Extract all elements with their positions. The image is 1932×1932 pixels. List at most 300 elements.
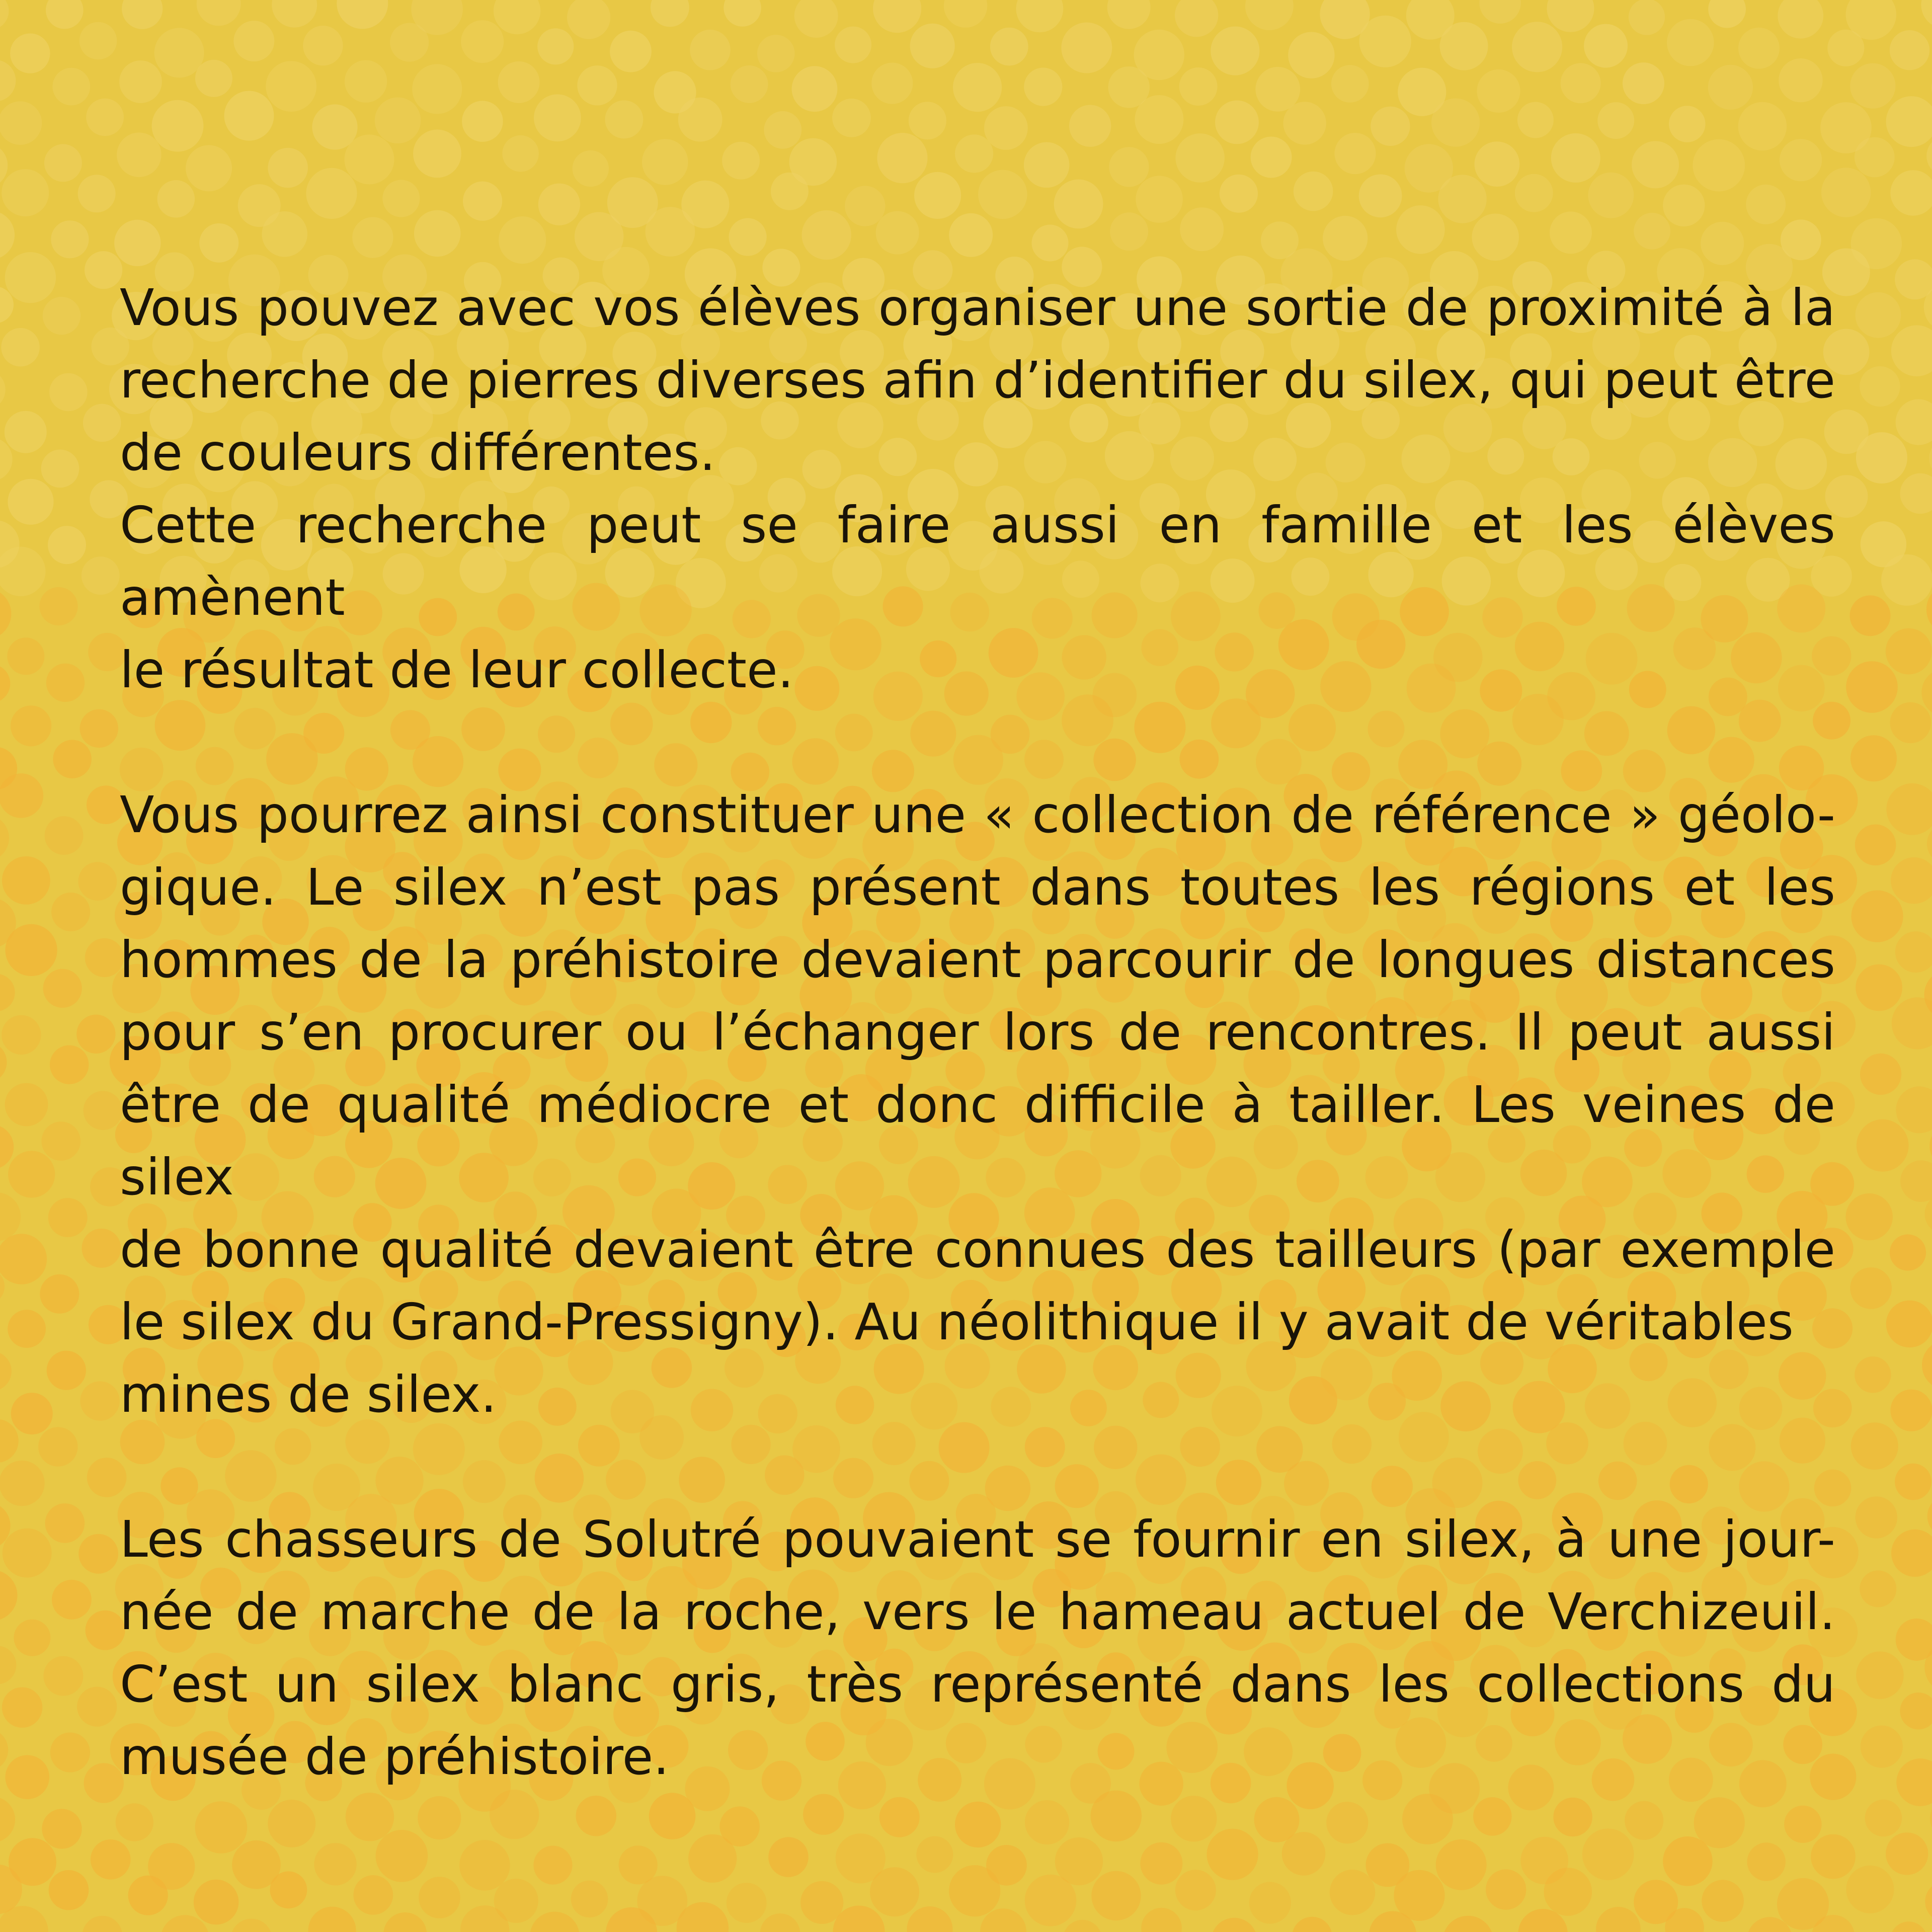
background-dot [1890,702,1931,743]
background-dot [1544,1868,1592,1916]
background-dot [1896,1086,1932,1133]
background-dot [195,1801,248,1854]
background-dot [1778,0,1823,39]
background-dot [1588,173,1634,218]
background-dot [1886,628,1932,675]
background-dot [199,223,238,263]
background-dot [268,148,308,188]
background-dot [1927,1495,1932,1538]
paragraph-3-line-4: pour s’en procurer ou l’échanger lors de rencontres. Il peut aussi [120,1003,1835,1062]
background-dot [1702,1880,1744,1922]
background-dot [1881,554,1932,606]
background-dot [1856,1496,1897,1538]
background-dot [1436,1839,1487,1890]
background-dot [50,1732,90,1772]
background-dot [1886,1301,1932,1348]
background-dot [1891,325,1932,376]
background-dot [49,373,88,412]
background-dot [1550,211,1592,254]
background-dot [79,22,117,60]
background-dot [6,1755,50,1799]
background-dot [1402,1794,1453,1844]
background-dot [119,60,162,103]
background-dot [39,587,77,625]
background-dot [978,170,1027,219]
paragraph-4-line-1: Les chasseurs de Solutré pouvaient se fournir en silex, à une jour- [120,1510,1835,1569]
background-dot [1024,68,1062,106]
background-dot [1140,1842,1182,1885]
background-dot [1851,1422,1898,1470]
background-dot [879,1797,920,1837]
paragraph-3-line-5: être de qualité médiocre et donc difficile à tailler. Les veines de silex [120,1075,1835,1206]
background-dot [84,1091,123,1130]
background-dot [1850,595,1891,636]
background-dot [2,856,50,905]
background-dot [1900,1160,1932,1202]
background-dot [114,220,160,266]
background-dot [47,1351,86,1390]
paragraph-4-line-2: née de marche de la roche, vers le hameau actuel de Verchizeuil. [120,1582,1835,1641]
background-dot [1255,67,1300,112]
background-dot [1207,1829,1258,1880]
background-dot [1477,69,1520,113]
background-dot [5,252,56,303]
background-dot [723,0,761,27]
background-dot [1856,292,1901,338]
background-dot [1517,102,1554,138]
background-dot [907,1906,953,1932]
background-dot [86,1611,125,1650]
background-dot [128,1876,168,1915]
background-dot [48,526,86,564]
background-dot [1251,137,1292,178]
background-dot [463,182,502,221]
background-dot [1136,176,1183,223]
background-dot [0,369,6,410]
background-dot [11,1393,53,1434]
background-dot [1584,24,1628,68]
background-dot [1827,30,1864,66]
background-dot [573,150,609,187]
background-dot [0,1646,16,1684]
background-dot [308,1907,356,1932]
background-dot [771,173,809,210]
background-dot [494,0,540,34]
background-dot [610,31,652,72]
background-dot [85,251,122,289]
background-dot [1,328,40,367]
background-dot [0,1570,18,1621]
background-dot [949,213,993,257]
background-dot [1921,0,1932,29]
background-dot [3,1528,52,1578]
background-dot [352,217,393,258]
background-dot [0,101,42,145]
background-dot [1747,1842,1786,1881]
background-dot [0,60,16,102]
background-dot [953,63,1002,112]
background-dot [45,1503,85,1543]
background-dot [792,66,838,112]
paragraph-2-line-1: Cette recherche peut se faire aussi en famille et les élèves amènent [120,496,1835,627]
background-dot [845,186,885,226]
background-dot [1180,207,1224,251]
background-dot [1667,19,1714,66]
background-dot [1701,222,1744,265]
background-dot [870,1867,919,1916]
background-dot [576,1796,617,1836]
background-dot [688,1834,737,1883]
background-dot [1852,891,1903,942]
background-dot [48,1198,88,1237]
background-dot [6,924,57,976]
background-dot [0,974,15,1011]
background-dot [1846,1866,1894,1913]
background-dot [78,862,117,901]
background-dot [52,68,90,106]
background-dot [462,101,503,142]
background-dot [1886,96,1932,147]
background-dot [949,1865,1000,1916]
background-dot [83,404,121,442]
background-dot [1896,1619,1932,1661]
background-dot [0,588,11,639]
background-dot [1282,1832,1326,1876]
background-dot [40,1274,79,1314]
background-dot [346,1793,394,1841]
background-dot [86,99,124,136]
background-dot [1738,102,1787,151]
background-dot [1331,65,1369,103]
background-dot [122,0,163,29]
background-dot [871,63,913,104]
background-dot [414,210,461,257]
background-dot [1171,1796,1217,1841]
background-dot [46,664,85,702]
paragraph-3-line-3: hommes de la préhistoire devaient parcourir de longues distances [120,930,1835,989]
background-dot [0,815,9,861]
background-dot [1855,1356,1891,1393]
background-dot [44,144,82,182]
background-dot [382,180,420,217]
background-dot [1860,1054,1901,1095]
paragraph-1-line-1: Vous pouvez avec vos élèves organiser une sortie de proximité à la [120,278,1835,337]
background-dot [84,1763,124,1803]
background-dot [14,1620,50,1656]
background-dot [1396,205,1445,254]
background-dot [1708,65,1753,110]
background-dot [1890,1921,1927,1932]
background-dot [605,100,643,138]
background-dot [41,1121,80,1161]
background-dot [990,28,1028,66]
background-dot [1220,175,1258,213]
paragraph-1-line-3: de couleurs différentes. [120,423,716,482]
background-dot [534,94,581,141]
background-dot [152,100,204,152]
paragraph-3-line-7: le silex du Grand-Pressigny). Au néolithique il y avait de véritables [120,1293,1794,1351]
background-dot [1625,1801,1663,1840]
background-dot [538,184,580,225]
background-dot [533,1846,572,1885]
background-dot [1107,0,1151,29]
background-dot [1846,1193,1893,1240]
paragraph-1-line-2: recherche de pierres diverses afin d’identifier du silex, qui peut être [120,351,1835,410]
background-dot [1886,783,1932,835]
background-dot [272,0,317,28]
background-dot [873,0,921,33]
background-dot [764,111,801,149]
background-dot [1886,1832,1928,1875]
background-dot [43,1656,83,1696]
background-dot [1856,1651,1904,1699]
background-dot [0,1797,15,1842]
background-dot [727,1883,767,1923]
background-dot [800,1881,843,1924]
background-dot [157,180,195,218]
background-dot [1926,136,1932,177]
background-dot [1479,0,1520,24]
background-dot [375,98,421,144]
background-dot [567,0,610,39]
background-dot [490,1790,539,1839]
background-dot [1780,139,1822,181]
background-dot [1746,185,1786,224]
background-dot [1438,175,1486,223]
background-dot [82,1916,122,1932]
background-dot [914,172,961,219]
background-dot [916,1836,953,1873]
background-dot [722,142,760,180]
background-dot [944,0,987,28]
background-dot [1440,22,1488,70]
background-dot [955,1802,1001,1847]
background-dot [1323,216,1367,261]
background-dot [1294,172,1333,211]
background-dot [2,169,49,216]
background-dot [197,0,241,26]
background-dot [1860,1570,1896,1607]
background-dot [1359,16,1411,67]
background-dot [337,0,388,29]
background-dot [877,133,927,183]
background-dot [42,1809,82,1848]
background-dot [757,35,795,72]
background-dot [1925,1881,1932,1922]
paragraph-3-line-6: de bonne qualité devaient être connues des tailleurs (par exemple [120,1220,1835,1279]
background-dot [1891,857,1932,904]
background-dot [1596,1907,1641,1932]
background-dot [1091,1871,1141,1920]
background-dot [461,20,504,63]
background-dot [1215,101,1259,144]
background-dot [832,99,871,137]
background-dot [306,168,357,219]
background-dot [1326,1802,1368,1843]
background-dot [1359,174,1402,217]
background-dot [731,65,768,103]
background-dot [1016,0,1063,32]
background-dot [642,139,688,185]
background-dot [0,664,10,703]
background-dot [76,1015,115,1054]
paragraph-3-line-1: Vous pourrez ainsi constituer une « collection de référence » géolo- [120,785,1835,844]
background-dot [1663,185,1705,226]
background-dot [353,1875,393,1915]
background-dot [571,1881,608,1918]
background-dot [80,1381,119,1420]
background-dot [1896,399,1932,445]
background-dot [194,1880,239,1925]
background-dot [1175,133,1225,183]
background-dot [1245,0,1294,30]
background-dot [0,1041,7,1083]
background-dot [303,26,343,65]
background-dot [266,61,316,112]
background-dot [116,1803,153,1841]
background-dot [1623,62,1664,104]
background-dot [1472,214,1519,261]
paragraph-3-line-8: mines de silex. [120,1365,497,1424]
background-dot [1821,168,1871,217]
background-dot [233,21,274,61]
background-dot [1669,106,1706,142]
background-dot [49,1870,89,1910]
background-dot [1109,147,1149,187]
background-dot [1629,0,1665,35]
background-dot [955,134,993,173]
background-dot [413,130,461,178]
background-dot [1708,0,1746,28]
background-dot [1861,1726,1903,1768]
background-dot [1850,1267,1892,1309]
background-dot [195,60,232,97]
background-dot [1515,174,1553,212]
background-dot [0,1461,45,1506]
paragraph-2 [120,489,1835,706]
background-dot [1091,1791,1142,1842]
background-dot [1211,1918,1257,1932]
background-dot [1892,997,1932,1049]
background-dot [1856,964,1902,1011]
background-dot [1850,63,1895,109]
background-dot [41,450,79,488]
background-dot [154,28,204,77]
background-dot [1860,366,1900,407]
paragraph-4 [120,1503,1835,1793]
background-dot [46,0,84,29]
background-dot [1475,141,1520,187]
background-dot [1486,1869,1526,1909]
background-dot [5,411,47,453]
background-dot [459,1840,510,1891]
background-dot [1249,1882,1291,1923]
background-dot [760,1913,800,1932]
background-dot [1891,1530,1932,1577]
background-dot [802,210,851,260]
background-dot [1846,661,1898,713]
background-dot [499,216,546,264]
background-dot [1292,1917,1332,1932]
paragraph-4-line-4: musée de préhistoire. [120,1727,670,1786]
background-dot [1890,30,1929,70]
background-dot [0,1234,47,1284]
background-dot [1693,139,1745,192]
background-dot [984,106,1028,150]
background-dot [268,1800,315,1847]
background-dot [1856,432,1907,484]
background-dot [1850,735,1897,781]
background-dot [909,102,946,139]
background-dot [1597,102,1634,139]
background-dot [1900,1693,1932,1729]
background-dot [1784,1806,1821,1843]
background-dot [651,0,689,27]
background-dot [345,60,387,103]
background-dot [270,1871,307,1908]
background-dot [1141,1908,1182,1932]
background-dot [45,816,84,855]
background-dot [1063,1920,1102,1932]
background-dot [1663,1836,1713,1886]
paragraph-3-line-2: gique. Le silex n’est pas présent dans toutes les régions et les [120,858,1835,917]
background-dot [1442,1916,1493,1932]
background-dot [1547,0,1594,32]
background-dot [51,893,90,931]
background-dot [1779,58,1822,102]
background-dot [1110,212,1148,251]
paragraph-3 [120,779,1835,1431]
background-dot [1175,1870,1216,1910]
background-dot [82,556,120,595]
background-dot [1895,259,1932,299]
background-dot [0,547,46,597]
background-dot [690,30,731,70]
background-dot [876,211,919,255]
background-dot [230,1919,272,1932]
background-dot [1855,137,1895,178]
background-dot [2,1687,42,1728]
background-dot [43,297,80,335]
background-dot [7,637,44,675]
background-dot [383,1912,427,1932]
background-dot [53,740,92,779]
background-dot [1895,931,1932,973]
background-dot [38,1427,77,1466]
background-dot [1895,1464,1931,1500]
background-dot [1929,437,1932,479]
background-dot [1371,107,1410,146]
background-dot [1283,102,1326,144]
background-dot [91,1839,131,1880]
background-dot [1865,1800,1902,1837]
background-dot [1025,1875,1077,1926]
background-dot [82,1229,121,1268]
background-dot [1179,67,1218,106]
background-dot [1632,141,1679,188]
background-dot [530,1912,580,1932]
background-dot [1890,1234,1926,1270]
background-dot [390,23,429,62]
background-dot [186,145,232,191]
paragraph-2-line-2: le résultat de leur collecte. [120,640,794,699]
background-dot [910,24,955,68]
background-dot [5,1083,48,1126]
background-dot [1634,213,1670,250]
paragraph-4-line-3: C’est un silex blanc gris, très représenté dans les collections du [120,1655,1835,1714]
background-dot [1288,32,1334,78]
background-dot [1890,170,1932,216]
